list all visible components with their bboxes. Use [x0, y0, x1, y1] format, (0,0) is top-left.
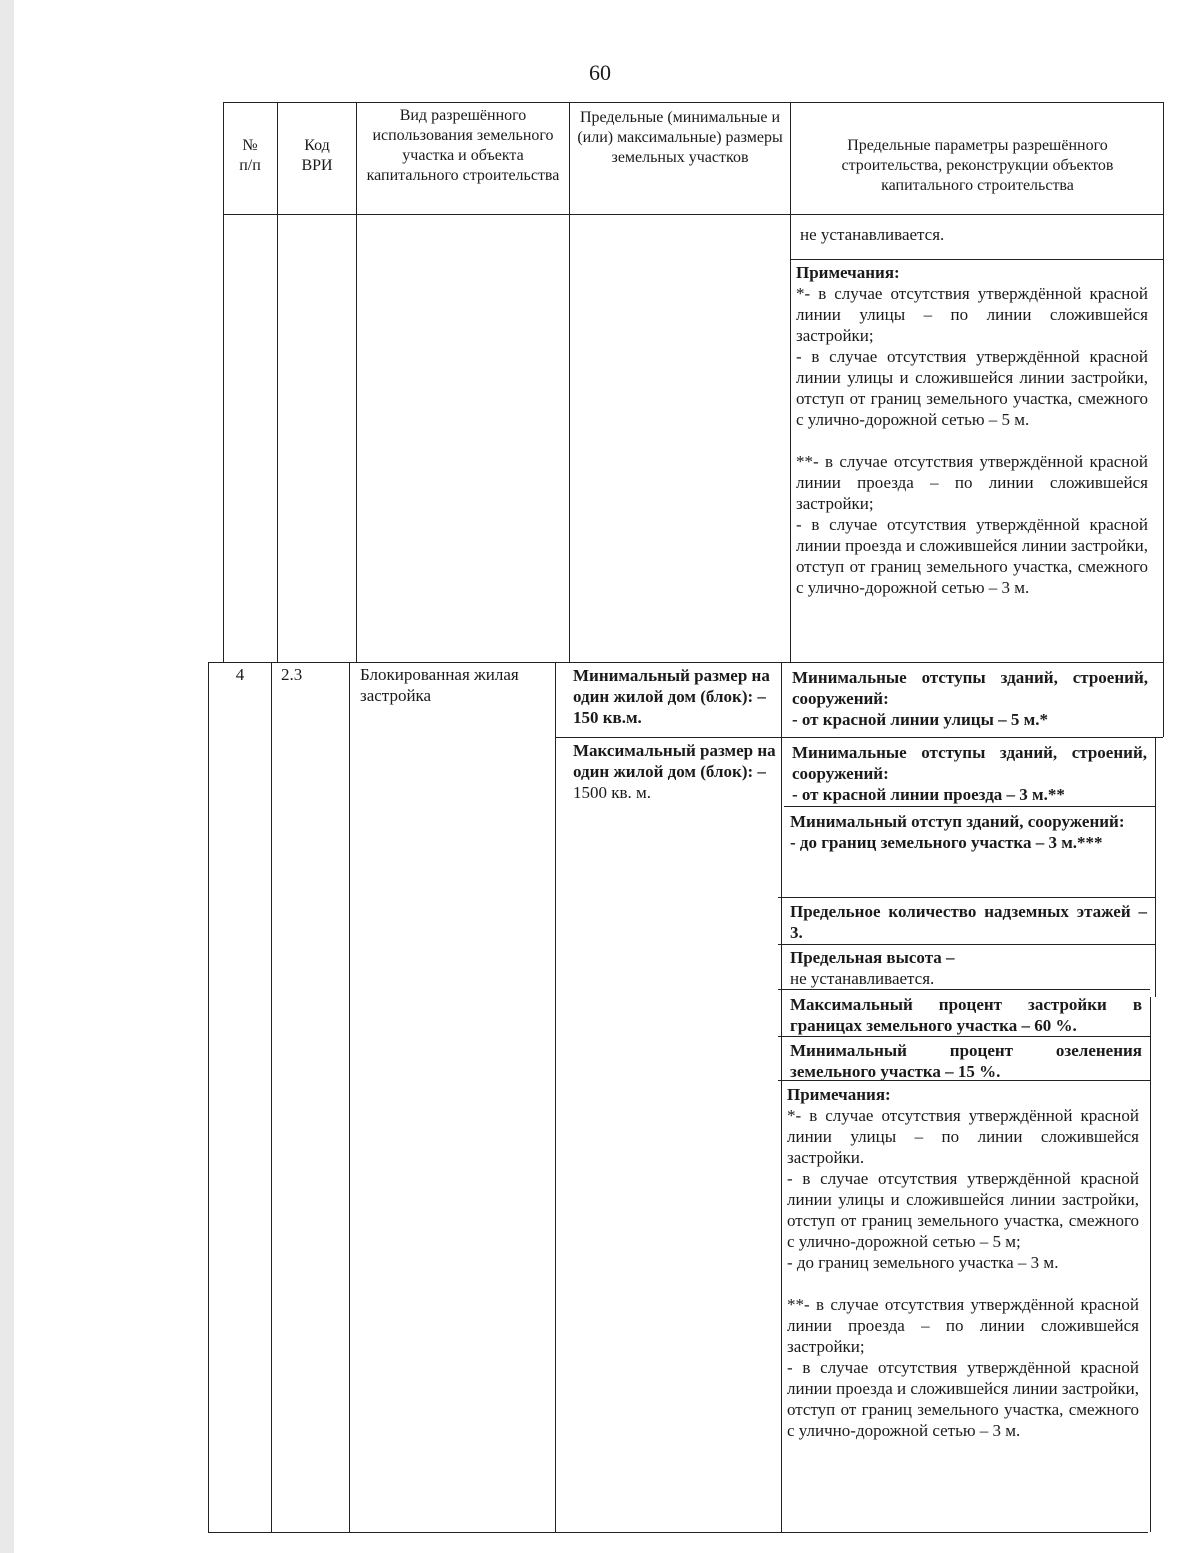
param-value: - до границ земельного участка – 3 м.***: [790, 833, 1103, 852]
note-item: **- в случае отсутствия утверждённой красной линии проезда – по линии сложившейся застройки;: [796, 452, 1148, 513]
param-min-greenery: Минимальный процент озеленения земельного участка – 15 %.: [790, 1041, 1142, 1081]
col-border: [555, 662, 556, 1532]
row4-notes: [787, 1084, 1139, 1441]
continuation-tail: не устанавливается.: [800, 225, 945, 244]
note-item: - в случае отсутствия утверждённой красной линии проезда и сложившейся линии застройки, отступ от границ земельного участка, смежного с улично-дорожной сетью – 3 м.: [787, 1358, 1139, 1440]
col-border: [569, 102, 570, 662]
params-divider: [778, 944, 1155, 945]
note-item: *- в случае отсутствия утверждённой красной линии улицы – по линии сложившейся застройки.: [787, 1106, 1139, 1167]
param-setback-driveway: [792, 742, 1147, 805]
header-plot-sizes: Предельные (минимальные и (или) максимальные) размеры земельных участков: [577, 109, 783, 166]
col-border: [1150, 997, 1151, 1532]
param-title: Минимальный отступ зданий, сооружений:: [790, 812, 1125, 831]
scan-edge: [0, 0, 14, 1553]
max-plot-size-label: Максимальный размер на один жилой дом (блок): –: [573, 741, 776, 781]
param-setback-street: [792, 667, 1148, 730]
min-plot-size: Минимальный размер на один жилой дом (блок): –150 кв.м.: [573, 666, 770, 727]
header-number: № п/п: [239, 137, 261, 174]
notes-title: Примечания:: [787, 1085, 891, 1104]
max-plot-size: [573, 740, 779, 803]
params-divider: [784, 806, 1155, 807]
col-border: [781, 662, 782, 1532]
table-top-border: [223, 102, 1163, 103]
col-border: [1155, 737, 1156, 997]
header-bottom-border: [223, 214, 1163, 215]
col-border: [1163, 102, 1164, 737]
page-number: 60: [589, 60, 611, 85]
col-border: [208, 662, 209, 1532]
col-border: [349, 662, 350, 1532]
params-divider: [778, 897, 1155, 898]
row4-divider: [555, 737, 1163, 738]
max-plot-size-value: 1500 кв. м.: [573, 783, 652, 802]
col-border: [790, 102, 791, 662]
table-bottom-border: [208, 1532, 1148, 1533]
params-divider: [790, 259, 1163, 260]
row-code: 2.3: [281, 665, 303, 684]
param-value: - от красной линии проезда – 3 м.**: [792, 785, 1065, 804]
param-title: Предельная высота –: [790, 948, 955, 967]
note-item: *- в случае отсутствия утверждённой красной линии улицы – по линии сложившейся застройки;: [796, 284, 1148, 345]
col-border: [356, 102, 357, 662]
notes-title: Примечания:: [796, 263, 900, 282]
param-title: Минимальные отступы зданий, строений, сооружений:: [792, 668, 1148, 708]
param-max-coverage: Максимальный процент застройки в границах земельного участка – 60 %.: [790, 995, 1142, 1035]
note-item: - в случае отсутствия утверждённой красной линии улицы и сложившейся линии застройки, отступ от границ земельного участка, смежного с улично-дорожной сетью – 5 м.: [796, 347, 1148, 429]
note-item: - до границ земельного участка – 3 м.: [787, 1253, 1059, 1272]
row-use-type: Блокированная жилая застройка: [360, 665, 519, 705]
note-item: - в случае отсутствия утверждённой красной линии улицы и сложившейся линии застройки, отступ от границ земельного участка, смежного с улично-дорожной сетью – 5 м;: [787, 1169, 1139, 1251]
param-value: не устанавливается.: [790, 969, 935, 988]
note-item: **- в случае отсутствия утверждённой красной линии проезда – по линии сложившейся застройки;: [787, 1295, 1139, 1356]
param-setback-plot: [790, 811, 1147, 853]
header-parameters: Предельные параметры разрешённого строительства, реконструкции объектов капитального строительства: [841, 137, 1114, 194]
params-divider: [778, 1036, 1150, 1037]
param-floors: Предельное количество надземных этажей – 3.: [790, 902, 1147, 942]
note-item: - в случае отсутствия утверждённой красной линии проезда и сложившейся линии застройки, отступ от границ земельного участка, смежного с улично-дорожной сетью – 3 м.: [796, 515, 1148, 597]
param-title: Минимальные отступы зданий, строений, сооружений:: [792, 743, 1147, 783]
params-divider: [778, 989, 1150, 990]
param-height: [790, 947, 1147, 989]
header-use-type: Вид разрешённого использования земельного участка и объекта капитального строительства: [366, 107, 560, 184]
col-border: [223, 102, 224, 662]
param-value: - от красной линии улицы – 5 м.*: [792, 710, 1048, 729]
row-divider: [208, 662, 1163, 663]
col-border: [277, 102, 278, 662]
continuation-notes: [796, 262, 1148, 598]
row-number: 4: [235, 665, 245, 684]
header-code: Код ВРИ: [301, 137, 333, 174]
col-border: [271, 662, 272, 1532]
